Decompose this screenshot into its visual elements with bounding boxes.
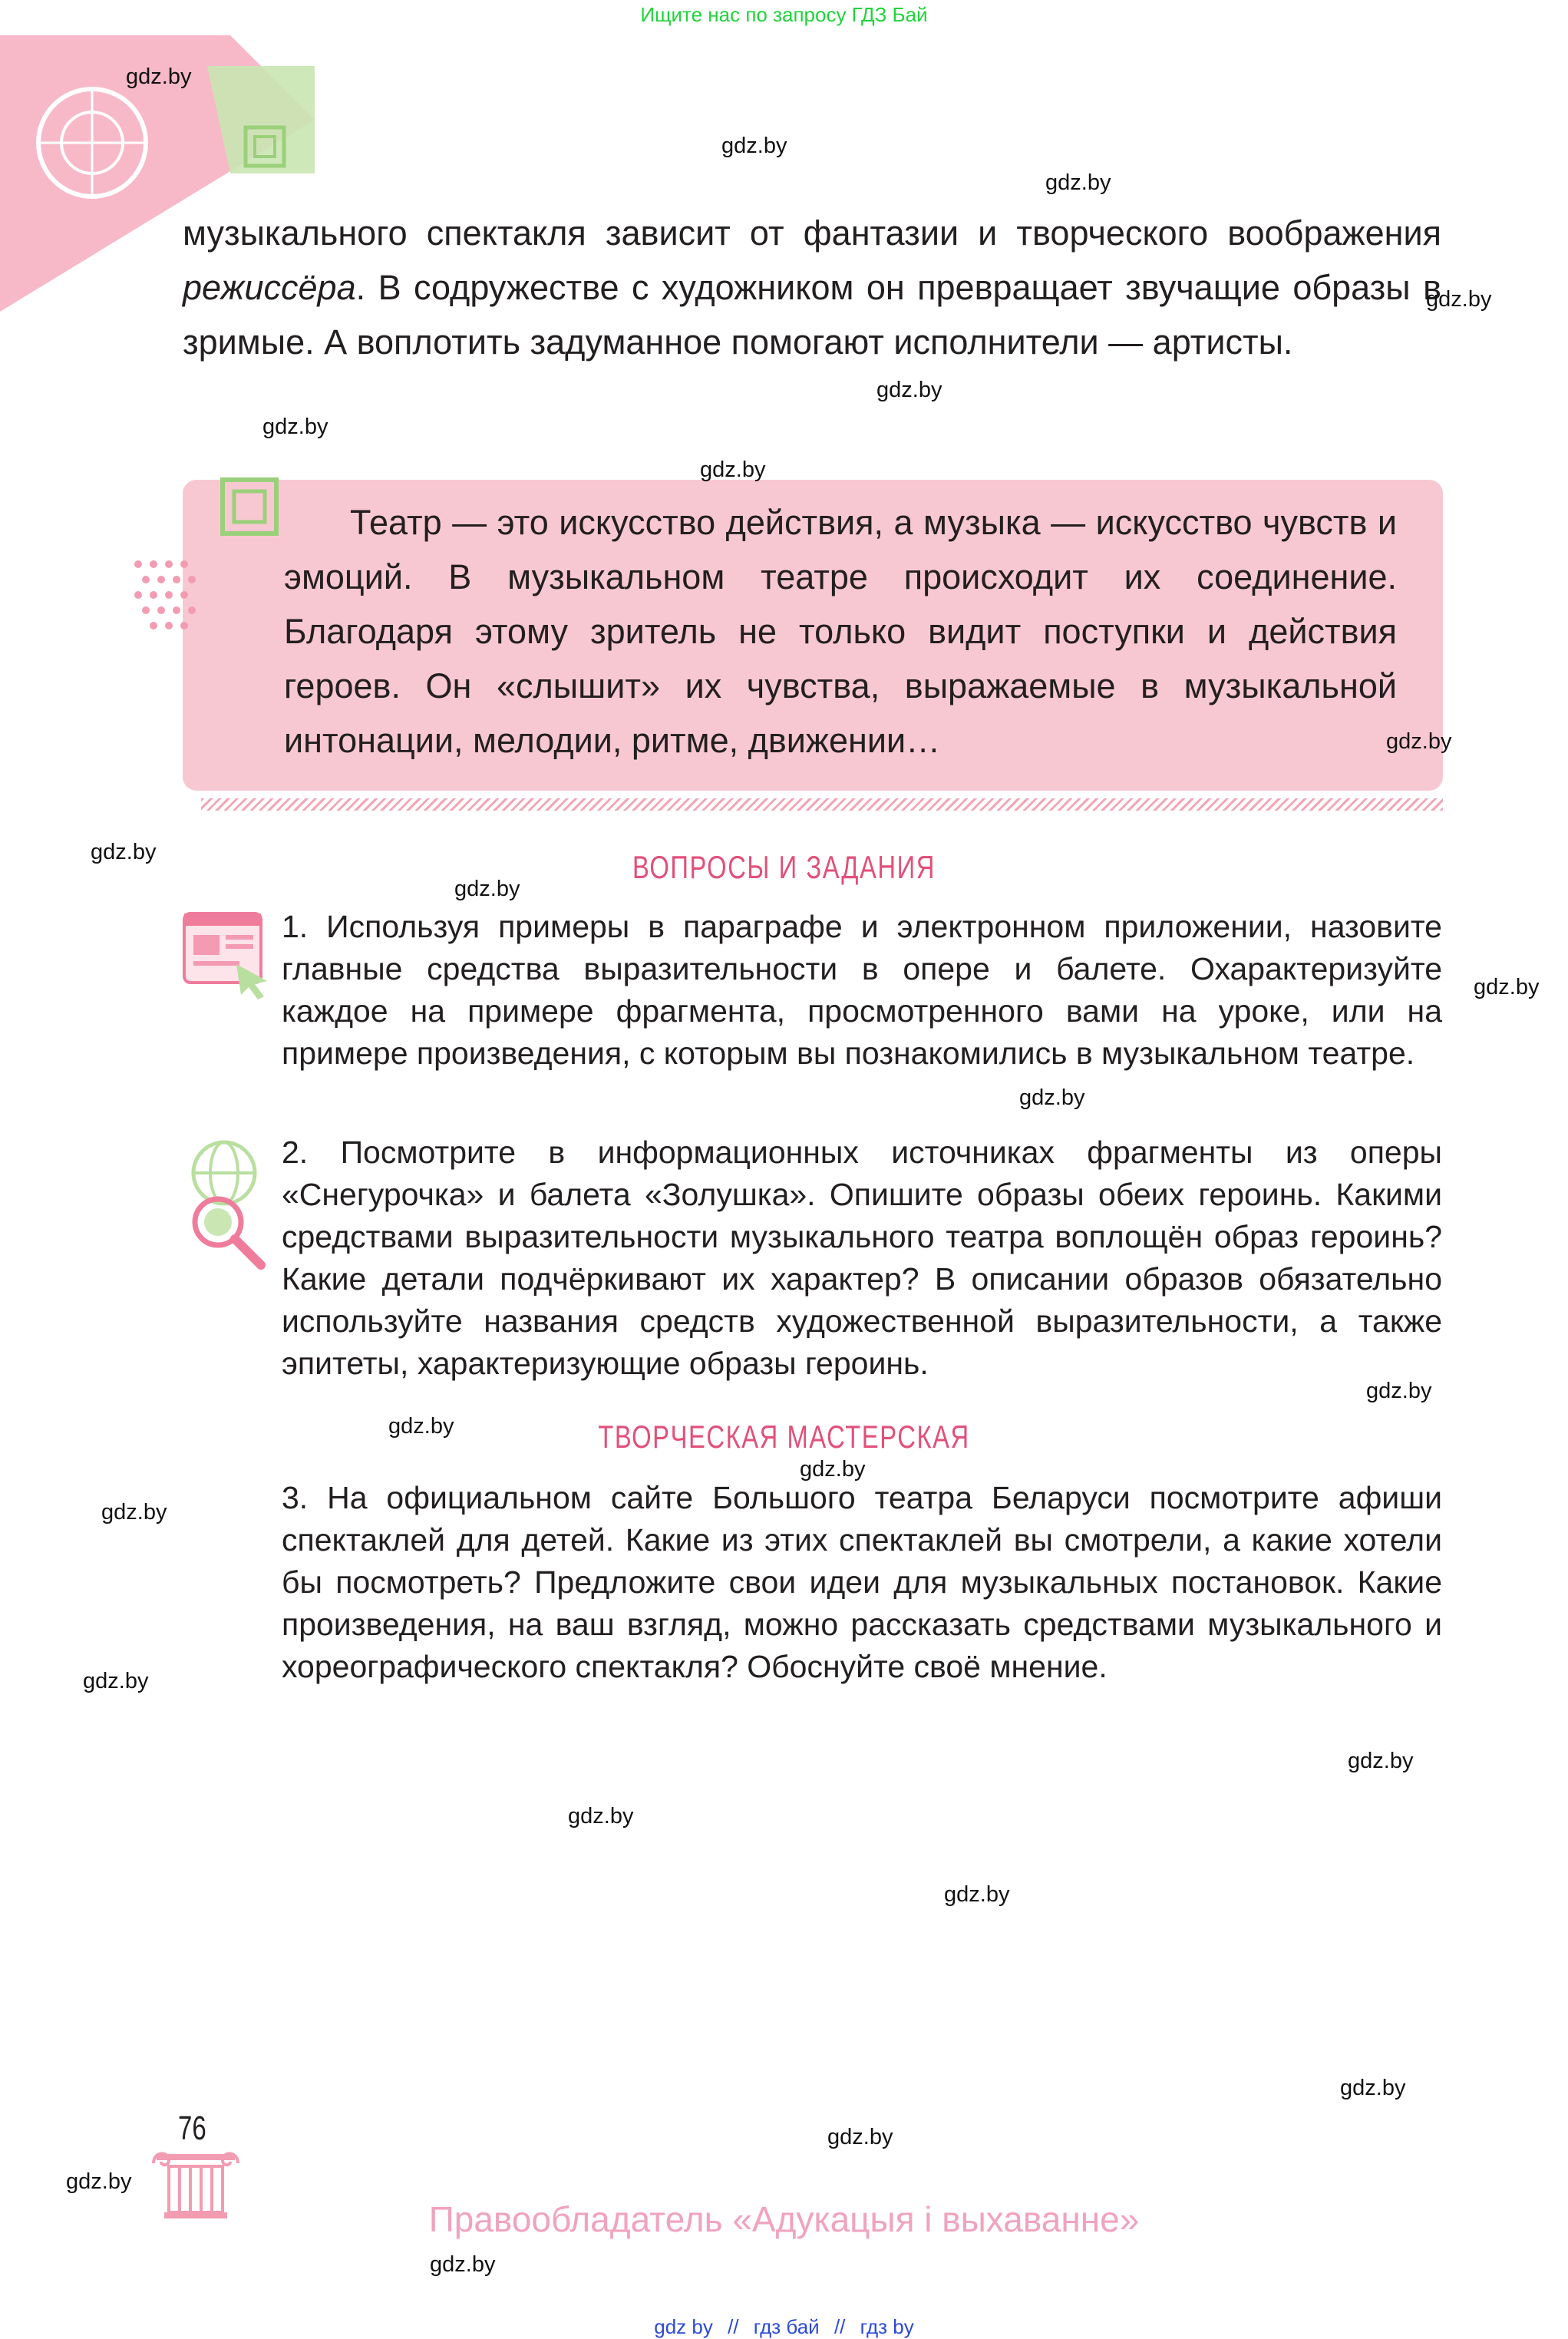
callout-pattern-icon	[123, 472, 292, 702]
watermark: gdz.by	[388, 1414, 454, 1439]
watermark: gdz.by	[568, 1804, 634, 1829]
watermark: gdz.by	[876, 378, 942, 402]
footer-link-gdz-by-cyr[interactable]: гдз by	[860, 2315, 914, 2338]
footer-links	[0, 2315, 1568, 2339]
intro-paragraph: музыкального спектакля зависит от фантазии и творческого воображения режиссёра. В содружестве с художником он превращает звучащие образы в зримые. А воплотить задуманное помогают исполнители — артисты.	[183, 213, 1441, 362]
watermark: gdz.by	[1019, 1085, 1085, 1110]
workshop-title: ТВОРЧЕСКАЯ МАСТЕРСКАЯ	[598, 1419, 970, 1455]
watermark: gdz.by	[1474, 975, 1540, 999]
watermark: gdz.by	[101, 1500, 167, 1525]
electronic-app-icon	[181, 910, 273, 1003]
watermark: gdz.by	[91, 840, 157, 864]
watermark: gdz.by	[454, 877, 520, 901]
page-number: 76	[178, 2109, 206, 2147]
watermark: gdz.by	[1348, 1749, 1414, 1773]
search-hint-banner: Ищите нас по запросу ГДЗ Бай	[640, 3, 928, 26]
task-3: 3. На официальном сайте Большого театра Беларуси посмотрите афиши спектаклей для детей. Какие из этих спектаклей вы смотрели, а какие хотели бы посмотреть? Предложите свои идеи для музыкальных постановок. Какие произведения, на ваш взгляд, можно рассказать средствами музыкального и хореографического спектакля? Обоснуйте своё мнение.	[282, 1480, 1442, 1684]
watermark: gdz.by	[83, 1669, 149, 1693]
watermark: gdz.by	[66, 2169, 132, 2194]
watermark: gdz.by	[430, 2252, 496, 2277]
watermark: gdz.by	[827, 2125, 893, 2149]
watermark: gdz.by	[1366, 1379, 1432, 1403]
watermark: gdz.by	[1045, 170, 1111, 195]
footer-link-gdz-bai[interactable]: гдз бай	[753, 2315, 820, 2338]
footer-separator: //	[834, 2315, 846, 2338]
hatch-divider	[201, 798, 1443, 811]
footer-link-gdz-by[interactable]: gdz by	[654, 2315, 713, 2338]
rights-holder: Правообладатель «Адукацыя і выхаванне»	[428, 2199, 1140, 2239]
questions-title: ВОПРОСЫ И ЗАДАНИЯ	[632, 849, 936, 885]
task-2: 2. Посмотрите в информационных источниках фрагменты из оперы «Снегурочка» и балета «Золушка». Опишите образы обеих героинь. Какими средствами выразительности музыкального театра воплощён образ героинь? Какие детали подчёркивают их характер? В описании образов обязательно используйте названия средств художественной выразительности, а также эпитеты, характеризующие образы героинь.	[282, 1135, 1442, 1381]
search-globe-icon	[181, 1139, 273, 1293]
watermark: gdz.by	[800, 1457, 866, 1482]
watermark: gdz.by	[126, 64, 192, 89]
watermark: gdz.by	[700, 458, 766, 482]
watermark: gdz.by	[1426, 287, 1492, 312]
footer-separator: //	[728, 2315, 739, 2338]
watermark: gdz.by	[262, 415, 328, 439]
task-1: 1. Используя примеры в параграфе и электронном приложении, назовите главные средства выразительности в опере и балете. Охарактеризуйте каждое на примере фрагмента, просмотренного вами на уроке, или на примере произведения, с которым вы познакомились в музыкальном театре.	[282, 909, 1442, 1071]
watermark: gdz.by	[721, 134, 787, 158]
watermark: gdz.by	[944, 1882, 1010, 1907]
callout-text: Театр — это искусство действия, а музыка — искусство чувств и эмоций. В музыкальном театре происходит их соединение. Благодаря этому зритель не только видит поступки и действия героев. Он «слышит» их чувства, выражаемые в музыкальной интонации, мелодии, ритме, движении…	[284, 503, 1397, 760]
watermark: gdz.by	[1340, 2076, 1406, 2100]
emphasized-term: режиссёра	[183, 268, 356, 307]
watermark: gdz.by	[1386, 729, 1452, 754]
